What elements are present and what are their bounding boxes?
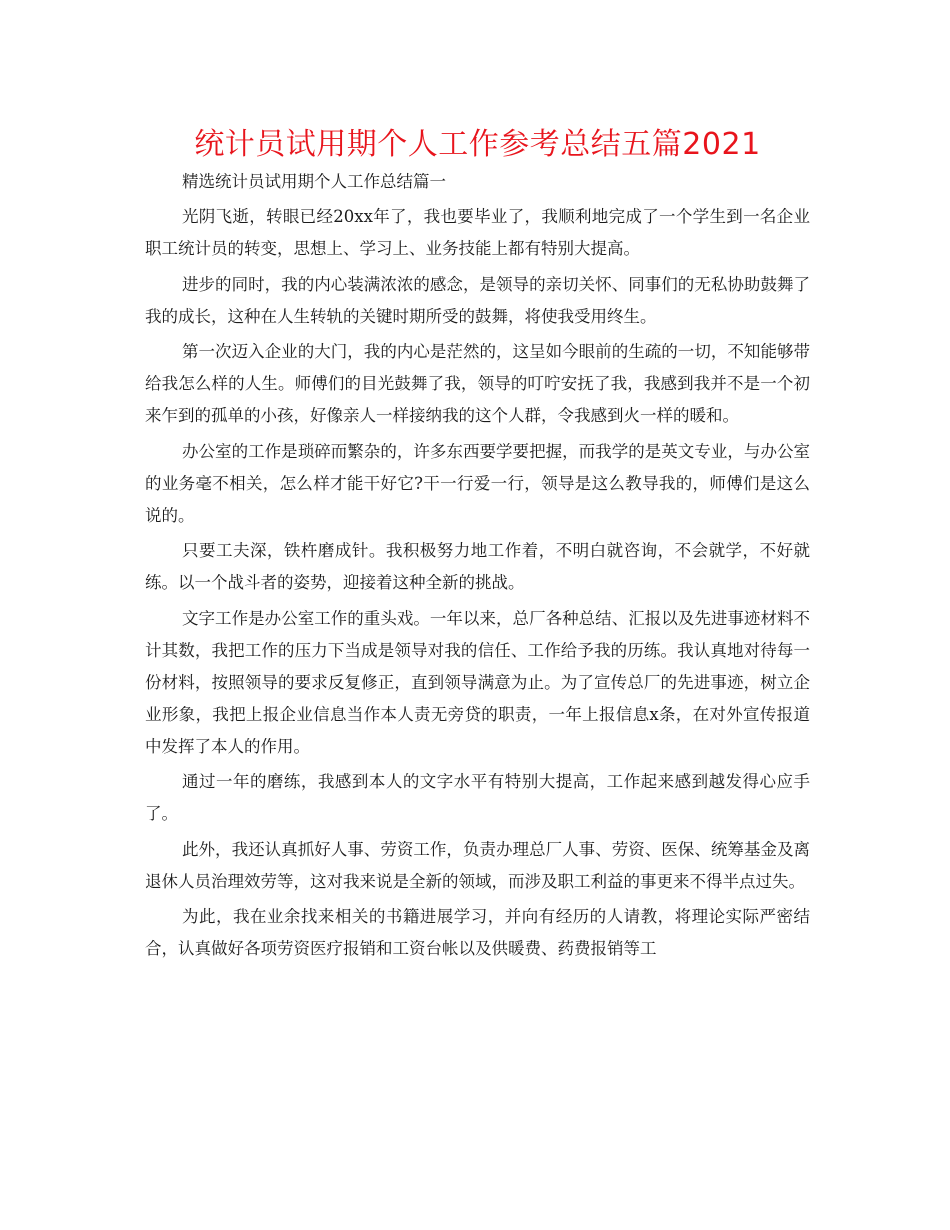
document-title: 统计员试用期个人工作参考总结五篇2021: [194, 127, 761, 162]
paragraph: 通过一年的磨练，我感到本人的文字水平有特别大提高，工作起来感到越发得心应手了。: [145, 772, 810, 823]
paragraph: 光阴飞逝，转眼已经20xx年了，我也要毕业了，我顺利地完成了一个学生到一名企业职工统计员的转变，思想上、学习上、业务技能上都有特别大提高。: [145, 207, 810, 258]
paragraph: 文字工作是办公室工作的重头戏。一年以来，总厂各种总结、汇报以及先进事迹材料不计其数，我把工作的压力下当成是领导对我的信任、工作给予我的历练。我认真地对待每一份材料，按照领导的要求反复修正，直到领导满意为止。为了宣传总厂的先进事迹，树立企业形象，我把上报企业信息当作本人责无旁贷的职责，一年上报信息x条，在对外宣传报道中发挥了本人的作用。: [145, 608, 810, 756]
paragraph: 第一次迈入企业的大门，我的内心是茫然的，这呈如今眼前的生疏的一切，不知能够带给我怎么样的人生。师傅们的目光鼓舞了我，领导的叮咛安抚了我，我感到我并不是一个初来乍到的孤单的小孩，好像亲人一样接纳我的这个人群，令我感到火一样的暖和。: [145, 342, 810, 425]
paragraph: 此外，我还认真抓好人事、劳资工作，负责办理总厂人事、劳资、医保、统筹基金及离退休人员治理效劳等，这对我来说是全新的领域，而涉及职工利益的事更来不得半点过失。: [145, 839, 810, 891]
paragraph: 只要工夫深，铁杵磨成针。我积极努力地工作着，不明白就咨询，不会就学，不好就练。以一个战斗者的姿势，迎接着这种全新的挑战。: [145, 541, 810, 592]
document-body: [145, 201, 810, 965]
paragraph: 为此，我在业余找来相关的书籍进展学习，并向有经历的人请教，将理论实际严密结合，认真做好各项劳资医疗报销和工资台帐以及供暖费、药费报销等工: [145, 907, 810, 958]
section-heading: 精选统计员试用期个人工作总结篇一: [182, 172, 446, 191]
paragraph: 办公室的工作是琐碎而繁杂的，许多东西要学要把握，而我学的是英文专业，与办公室的业务毫不相关，怎么样才能干好它?干一行爱一行，领导是这么教导我的，师傅们是这么说的。: [145, 441, 810, 525]
paragraph: 进步的同时，我的内心装满浓浓的感念，是领导的亲切关怀、同事们的无私协助鼓舞了我的成长，这种在人生转轨的关键时期所受的鼓舞，将使我受用终生。: [145, 274, 810, 326]
document-content: [145, 122, 810, 969]
